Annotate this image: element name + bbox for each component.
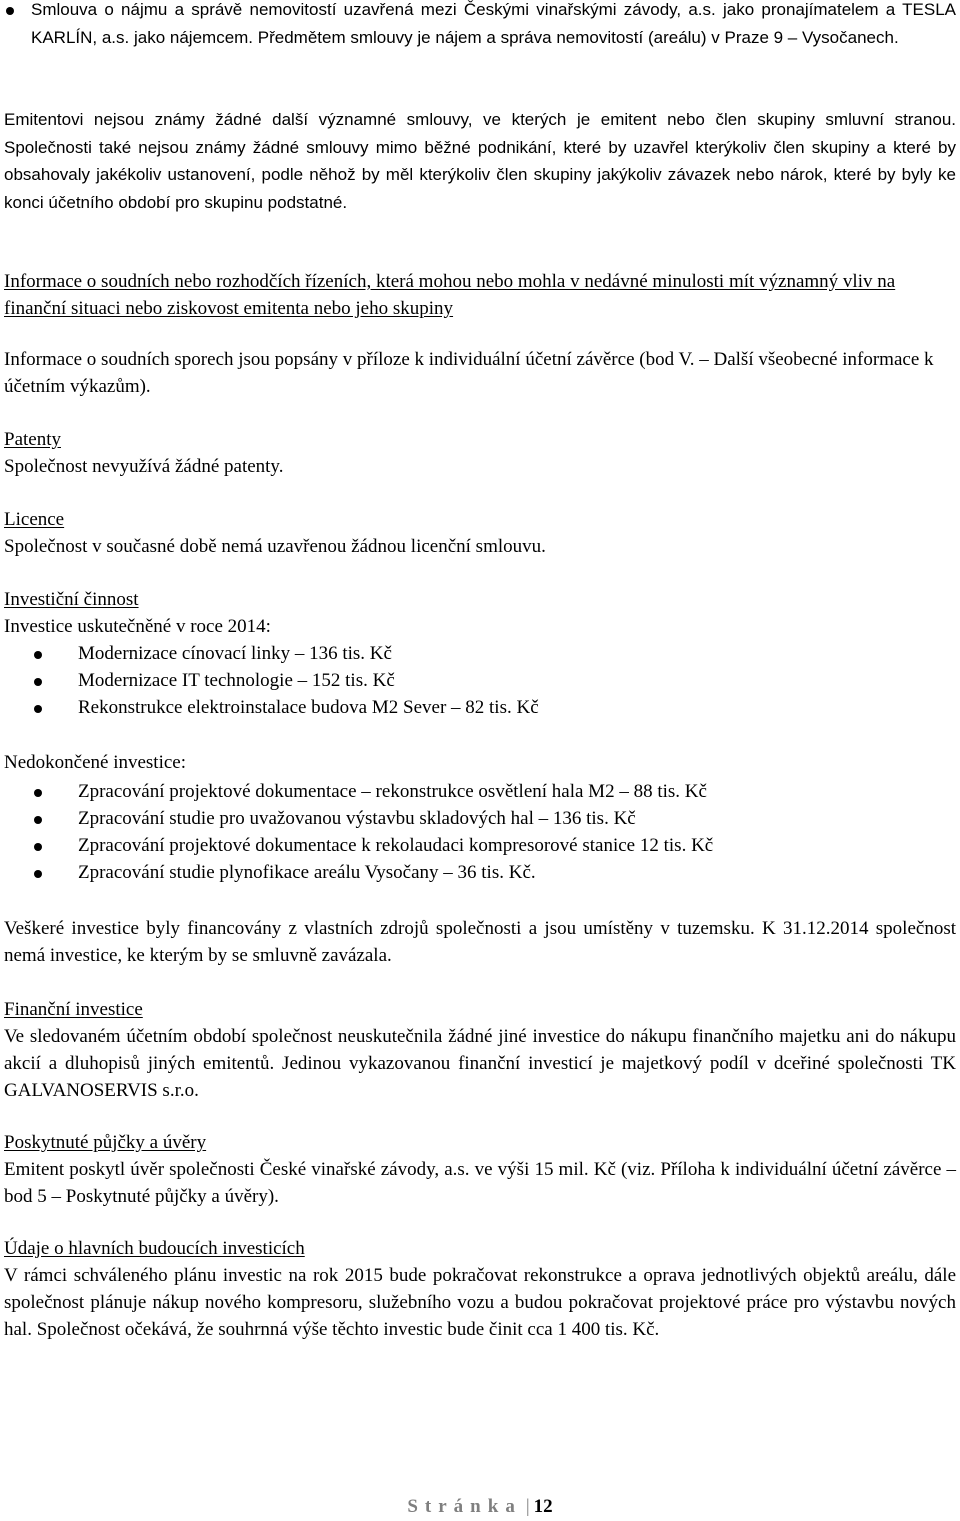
list-item [4,694,956,721]
contract-bullet-text: Smlouva o nájmu a správě nemovitostí uzavřená mezi Českými vinařskými závody, a.s. jako pronajímatelem a TESLA KARLÍN, a.s. jako nájemcem. Předmětem smlouvy je nájem a správa nemovitostí (areálu) v Praze 9 – Vysočanech. [31,0,956,47]
list-item [4,805,956,832]
unfinished-investments-label: Nedokončené investice: [4,752,187,773]
bullet-icon [34,705,42,713]
contracts-paragraph: Emitentovi nejsou známy žádné další významné smlouvy, ve kterých je emitent nebo člen skupiny smluvní stranou. Společnosti také nejsou známy žádné smlouvy mimo běžné podnikání, které by uzavřel kterýkoliv člen skupiny a které by obsahovaly jakékoliv ustanovení, podle něhož by měl kterýkoliv člen skupiny jakýkoliv závazek nebo nárok, které by byly ke konci účetního období pro skupinu podstatné. [4,110,956,212]
list-item [4,832,956,859]
patents-heading: Patenty [4,429,61,450]
financial-investment-text: Ve sledovaném účetním období společnost neuskutečnila žádné jiné investice do nákupu finančního majetku ani do nákupu akcií a dluhopisů jiných emitentů. Jedinou vykazovanou finanční investicí je majetkový podíl v dceřiné společnosti TK GALVANOSERVIS s.r.o. [4,1026,956,1101]
future-investments-text: V rámci schváleného plánu investic na rok 2015 bude pokračovat rekonstrukce a oprava jednotlivých objektů areálu, dále společnost plánuje nákup nového kompresoru, služebního vozu a budou pokračovat projektové práce pro výstavbu nových hal. Společnost očekává, že souhrnná výše těchto investic bude činit cca 1 400 tis. Kč. [4,1265,956,1340]
page-number: 12 [533,1496,553,1517]
future-investments-section [4,1235,956,1343]
financial-investment-heading: Finanční investice [4,999,143,1020]
bullet-icon [6,7,14,15]
list-item [4,0,956,51]
bullet-icon [34,678,42,686]
loans-text: Emitent poskytl úvěr společnosti České vinařské závody, a.s. ve výši 15 mil. Kč (viz. Příloha k individuální účetní závěrce – bod 5 – Poskytnuté půjčky a úvěry). [4,1159,956,1207]
list-item [4,859,956,886]
licences-text: Společnost v současné době nemá uzavřenou žádnou licenční smlouvu. [4,536,546,557]
litigation-heading: Informace o soudních nebo rozhodčích řízeních, která mohou nebo mohla v nedávné minulosti mít významný vliv na finanční situaci nebo ziskovost emitenta nebo jeho skupiny [4,271,896,319]
investment-financing-text: Veškeré investice byly financovány z vlastních zdrojů společnosti a jsou umístěny v tuzemsku. K 31.12.2014 společnost nemá investice, ke kterým by se smluvně zavázala. [4,918,956,966]
financial-investment-section [4,996,956,1104]
footer-separator: | [525,1496,530,1517]
list-item [4,778,956,805]
unfinished-investments-list [4,778,956,886]
list-item-text: Rekonstrukce elektroinstalace budova M2 Sever – 82 tis. Kč [78,697,539,718]
loans-section [4,1129,956,1210]
patents-section [4,426,956,480]
list-item-text: Zpracování projektové dokumentace – rekonstrukce osvětlení hala M2 – 88 tis. Kč [78,781,707,802]
page-footer [0,1496,960,1518]
litigation-text: Informace o soudních sporech jsou popsány v příloze k individuální účetní závěrce (bod V. – Další všeobecné informace k účetním výkazům). [4,349,934,397]
loans-heading: Poskytnuté půjčky a úvěry [4,1132,207,1153]
list-item-text: Zpracování studie pro uvažovanou výstavbu skladových hal – 136 tis. Kč [78,808,636,829]
bullet-icon [34,816,42,824]
bullet-icon [34,870,42,878]
list-item [4,640,956,667]
future-investments-heading: Údaje o hlavních budoucích investicích [4,1238,305,1259]
licences-section [4,506,956,560]
investment-section [4,586,956,721]
completed-investments-label: Investice uskutečněné v roce 2014: [4,616,271,637]
list-item-text: Zpracování projektové dokumentace k rekolaudaci kompresorové stanice 12 tis. Kč [78,835,714,856]
list-item [4,667,956,694]
completed-investments-list [4,640,956,721]
licences-heading: Licence [4,509,65,530]
bullet-icon [34,651,42,659]
patents-text: Společnost nevyužívá žádné patenty. [4,456,284,477]
list-item-text: Modernizace cínovací linky – 136 tis. Kč [78,643,392,664]
list-item-text: Zpracování studie plynofikace areálu Vysočany – 36 tis. Kč. [78,862,536,883]
bullet-icon [34,789,42,797]
unfinished-investments-section [4,749,956,886]
bullet-icon [34,843,42,851]
list-item-text: Modernizace IT technologie – 152 tis. Kč [78,670,395,691]
page-label: Stránka [407,1496,522,1517]
litigation-section [4,268,956,322]
contract-bullet-list [4,0,956,51]
investment-heading: Investiční činnost [4,589,139,610]
